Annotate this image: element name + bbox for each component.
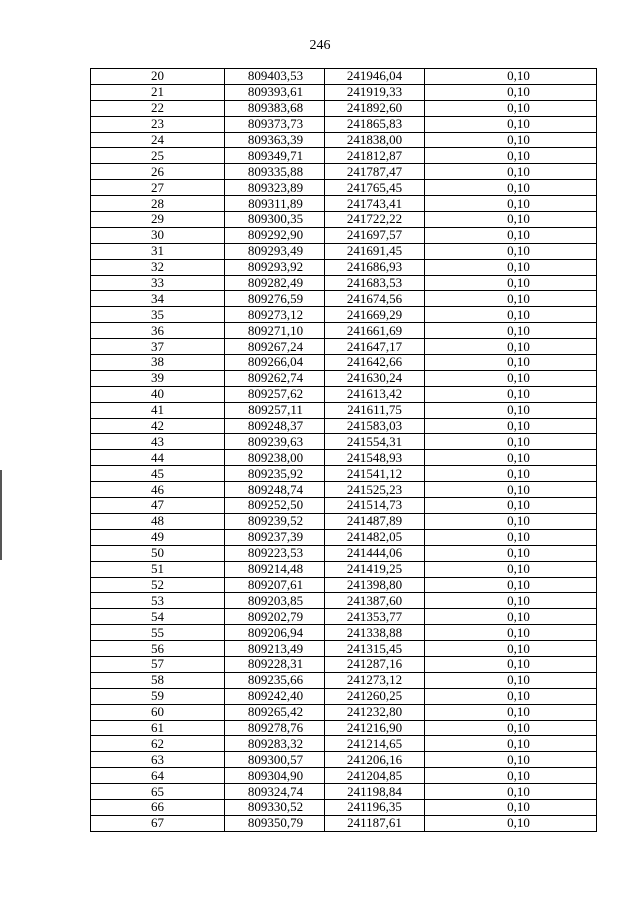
y-coordinate-cell: 241686,93 xyxy=(325,259,425,275)
point-number-cell: 29 xyxy=(91,212,225,228)
y-coordinate-cell: 241554,31 xyxy=(325,434,425,450)
table-row xyxy=(91,402,597,418)
table-row xyxy=(91,386,597,402)
accuracy-cell: 0,10 xyxy=(425,323,597,339)
accuracy-cell: 0,10 xyxy=(425,148,597,164)
y-coordinate-cell: 241691,45 xyxy=(325,243,425,259)
accuracy-cell: 0,10 xyxy=(425,180,597,196)
x-coordinate-cell: 809271,10 xyxy=(225,323,325,339)
point-number-cell: 37 xyxy=(91,339,225,355)
coordinates-table-body xyxy=(91,69,597,832)
point-number-cell: 22 xyxy=(91,100,225,116)
x-coordinate-cell: 809262,74 xyxy=(225,370,325,386)
accuracy-cell: 0,10 xyxy=(425,100,597,116)
x-coordinate-cell: 809267,24 xyxy=(225,339,325,355)
table-row xyxy=(91,243,597,259)
point-number-cell: 27 xyxy=(91,180,225,196)
accuracy-cell: 0,10 xyxy=(425,386,597,402)
table-row xyxy=(91,84,597,100)
y-coordinate-cell: 241630,24 xyxy=(325,370,425,386)
x-coordinate-cell: 809203,85 xyxy=(225,593,325,609)
table-row xyxy=(91,370,597,386)
table-row xyxy=(91,641,597,657)
y-coordinate-cell: 241387,60 xyxy=(325,593,425,609)
x-coordinate-cell: 809282,49 xyxy=(225,275,325,291)
table-row xyxy=(91,323,597,339)
table-row xyxy=(91,227,597,243)
point-number-cell: 54 xyxy=(91,609,225,625)
table-row xyxy=(91,498,597,514)
accuracy-cell: 0,10 xyxy=(425,815,597,831)
table-row xyxy=(91,529,597,545)
y-coordinate-cell: 241198,84 xyxy=(325,784,425,800)
point-number-cell: 28 xyxy=(91,196,225,212)
point-number-cell: 25 xyxy=(91,148,225,164)
point-number-cell: 40 xyxy=(91,386,225,402)
point-number-cell: 23 xyxy=(91,116,225,132)
y-coordinate-cell: 241548,93 xyxy=(325,450,425,466)
y-coordinate-cell: 241204,85 xyxy=(325,768,425,784)
point-number-cell: 55 xyxy=(91,625,225,641)
point-number-cell: 65 xyxy=(91,784,225,800)
x-coordinate-cell: 809235,92 xyxy=(225,466,325,482)
accuracy-cell: 0,10 xyxy=(425,609,597,625)
accuracy-cell: 0,10 xyxy=(425,291,597,307)
table-row xyxy=(91,196,597,212)
accuracy-cell: 0,10 xyxy=(425,720,597,736)
y-coordinate-cell: 241196,35 xyxy=(325,799,425,815)
x-coordinate-cell: 809276,59 xyxy=(225,291,325,307)
x-coordinate-cell: 809213,49 xyxy=(225,641,325,657)
accuracy-cell: 0,10 xyxy=(425,402,597,418)
x-coordinate-cell: 809206,94 xyxy=(225,625,325,641)
y-coordinate-cell: 241946,04 xyxy=(325,69,425,85)
accuracy-cell: 0,10 xyxy=(425,593,597,609)
x-coordinate-cell: 809265,42 xyxy=(225,704,325,720)
y-coordinate-cell: 241661,69 xyxy=(325,323,425,339)
scan-edge-mark xyxy=(0,470,2,560)
table-row xyxy=(91,116,597,132)
table-row xyxy=(91,513,597,529)
point-number-cell: 24 xyxy=(91,132,225,148)
accuracy-cell: 0,10 xyxy=(425,259,597,275)
accuracy-cell: 0,10 xyxy=(425,529,597,545)
point-number-cell: 48 xyxy=(91,513,225,529)
x-coordinate-cell: 809393,61 xyxy=(225,84,325,100)
x-coordinate-cell: 809293,92 xyxy=(225,259,325,275)
table-row xyxy=(91,577,597,593)
table-row xyxy=(91,434,597,450)
y-coordinate-cell: 241647,17 xyxy=(325,339,425,355)
y-coordinate-cell: 241260,25 xyxy=(325,688,425,704)
accuracy-cell: 0,10 xyxy=(425,784,597,800)
table-row xyxy=(91,180,597,196)
y-coordinate-cell: 241206,16 xyxy=(325,752,425,768)
y-coordinate-cell: 241353,77 xyxy=(325,609,425,625)
table-row xyxy=(91,768,597,784)
accuracy-cell: 0,10 xyxy=(425,498,597,514)
table-row xyxy=(91,672,597,688)
y-coordinate-cell: 241525,23 xyxy=(325,482,425,498)
table-row xyxy=(91,593,597,609)
y-coordinate-cell: 241812,87 xyxy=(325,148,425,164)
point-number-cell: 56 xyxy=(91,641,225,657)
x-coordinate-cell: 809239,63 xyxy=(225,434,325,450)
table-row xyxy=(91,291,597,307)
x-coordinate-cell: 809330,52 xyxy=(225,799,325,815)
x-coordinate-cell: 809383,68 xyxy=(225,100,325,116)
table-row xyxy=(91,688,597,704)
x-coordinate-cell: 809403,53 xyxy=(225,69,325,85)
point-number-cell: 49 xyxy=(91,529,225,545)
y-coordinate-cell: 241273,12 xyxy=(325,672,425,688)
table-row xyxy=(91,482,597,498)
accuracy-cell: 0,10 xyxy=(425,227,597,243)
accuracy-cell: 0,10 xyxy=(425,450,597,466)
point-number-cell: 59 xyxy=(91,688,225,704)
x-coordinate-cell: 809300,57 xyxy=(225,752,325,768)
table-row xyxy=(91,450,597,466)
point-number-cell: 61 xyxy=(91,720,225,736)
accuracy-cell: 0,10 xyxy=(425,164,597,180)
y-coordinate-cell: 241642,66 xyxy=(325,355,425,371)
x-coordinate-cell: 809278,76 xyxy=(225,720,325,736)
accuracy-cell: 0,10 xyxy=(425,339,597,355)
x-coordinate-cell: 809273,12 xyxy=(225,307,325,323)
point-number-cell: 26 xyxy=(91,164,225,180)
x-coordinate-cell: 809300,35 xyxy=(225,212,325,228)
accuracy-cell: 0,10 xyxy=(425,799,597,815)
y-coordinate-cell: 241338,88 xyxy=(325,625,425,641)
point-number-cell: 51 xyxy=(91,561,225,577)
y-coordinate-cell: 241683,53 xyxy=(325,275,425,291)
x-coordinate-cell: 809292,90 xyxy=(225,227,325,243)
y-coordinate-cell: 241743,41 xyxy=(325,196,425,212)
accuracy-cell: 0,10 xyxy=(425,434,597,450)
table-row xyxy=(91,259,597,275)
accuracy-cell: 0,10 xyxy=(425,704,597,720)
y-coordinate-cell: 241482,05 xyxy=(325,529,425,545)
point-number-cell: 57 xyxy=(91,656,225,672)
accuracy-cell: 0,10 xyxy=(425,243,597,259)
x-coordinate-cell: 809363,39 xyxy=(225,132,325,148)
accuracy-cell: 0,10 xyxy=(425,212,597,228)
table-row xyxy=(91,609,597,625)
accuracy-cell: 0,10 xyxy=(425,84,597,100)
x-coordinate-cell: 809238,00 xyxy=(225,450,325,466)
accuracy-cell: 0,10 xyxy=(425,132,597,148)
table-row xyxy=(91,307,597,323)
x-coordinate-cell: 809335,88 xyxy=(225,164,325,180)
point-number-cell: 39 xyxy=(91,370,225,386)
x-coordinate-cell: 809242,40 xyxy=(225,688,325,704)
x-coordinate-cell: 809350,79 xyxy=(225,815,325,831)
table-row xyxy=(91,656,597,672)
table-row xyxy=(91,545,597,561)
accuracy-cell: 0,10 xyxy=(425,736,597,752)
y-coordinate-cell: 241315,45 xyxy=(325,641,425,657)
table-row xyxy=(91,799,597,815)
y-coordinate-cell: 241674,56 xyxy=(325,291,425,307)
point-number-cell: 60 xyxy=(91,704,225,720)
x-coordinate-cell: 809202,79 xyxy=(225,609,325,625)
x-coordinate-cell: 809248,74 xyxy=(225,482,325,498)
y-coordinate-cell: 241697,57 xyxy=(325,227,425,243)
point-number-cell: 32 xyxy=(91,259,225,275)
accuracy-cell: 0,10 xyxy=(425,275,597,291)
point-number-cell: 45 xyxy=(91,466,225,482)
table-row xyxy=(91,148,597,164)
y-coordinate-cell: 241765,45 xyxy=(325,180,425,196)
point-number-cell: 41 xyxy=(91,402,225,418)
table-row xyxy=(91,100,597,116)
y-coordinate-cell: 241419,25 xyxy=(325,561,425,577)
point-number-cell: 35 xyxy=(91,307,225,323)
point-number-cell: 42 xyxy=(91,418,225,434)
y-coordinate-cell: 241919,33 xyxy=(325,84,425,100)
y-coordinate-cell: 241838,00 xyxy=(325,132,425,148)
point-number-cell: 63 xyxy=(91,752,225,768)
y-coordinate-cell: 241187,61 xyxy=(325,815,425,831)
accuracy-cell: 0,10 xyxy=(425,116,597,132)
point-number-cell: 34 xyxy=(91,291,225,307)
point-number-cell: 36 xyxy=(91,323,225,339)
point-number-cell: 50 xyxy=(91,545,225,561)
point-number-cell: 66 xyxy=(91,799,225,815)
accuracy-cell: 0,10 xyxy=(425,355,597,371)
accuracy-cell: 0,10 xyxy=(425,466,597,482)
y-coordinate-cell: 241669,29 xyxy=(325,307,425,323)
x-coordinate-cell: 809373,73 xyxy=(225,116,325,132)
accuracy-cell: 0,10 xyxy=(425,656,597,672)
point-number-cell: 67 xyxy=(91,815,225,831)
x-coordinate-cell: 809304,90 xyxy=(225,768,325,784)
y-coordinate-cell: 241514,73 xyxy=(325,498,425,514)
coordinates-table xyxy=(90,68,597,832)
point-number-cell: 46 xyxy=(91,482,225,498)
x-coordinate-cell: 809257,62 xyxy=(225,386,325,402)
point-number-cell: 33 xyxy=(91,275,225,291)
accuracy-cell: 0,10 xyxy=(425,641,597,657)
point-number-cell: 38 xyxy=(91,355,225,371)
table-row xyxy=(91,625,597,641)
table-row xyxy=(91,720,597,736)
x-coordinate-cell: 809235,66 xyxy=(225,672,325,688)
y-coordinate-cell: 241444,06 xyxy=(325,545,425,561)
table-row xyxy=(91,466,597,482)
y-coordinate-cell: 241865,83 xyxy=(325,116,425,132)
x-coordinate-cell: 809266,04 xyxy=(225,355,325,371)
x-coordinate-cell: 809323,89 xyxy=(225,180,325,196)
accuracy-cell: 0,10 xyxy=(425,482,597,498)
y-coordinate-cell: 241216,90 xyxy=(325,720,425,736)
accuracy-cell: 0,10 xyxy=(425,768,597,784)
x-coordinate-cell: 809239,52 xyxy=(225,513,325,529)
table-row xyxy=(91,784,597,800)
point-number-cell: 21 xyxy=(91,84,225,100)
table-row xyxy=(91,132,597,148)
x-coordinate-cell: 809214,48 xyxy=(225,561,325,577)
x-coordinate-cell: 809207,61 xyxy=(225,577,325,593)
y-coordinate-cell: 241232,80 xyxy=(325,704,425,720)
point-number-cell: 44 xyxy=(91,450,225,466)
accuracy-cell: 0,10 xyxy=(425,307,597,323)
point-number-cell: 20 xyxy=(91,69,225,85)
accuracy-cell: 0,10 xyxy=(425,418,597,434)
table-row xyxy=(91,339,597,355)
table-row xyxy=(91,355,597,371)
accuracy-cell: 0,10 xyxy=(425,513,597,529)
accuracy-cell: 0,10 xyxy=(425,196,597,212)
x-coordinate-cell: 809237,39 xyxy=(225,529,325,545)
table-row xyxy=(91,752,597,768)
table-row xyxy=(91,815,597,831)
point-number-cell: 47 xyxy=(91,498,225,514)
accuracy-cell: 0,10 xyxy=(425,577,597,593)
point-number-cell: 43 xyxy=(91,434,225,450)
table-row xyxy=(91,736,597,752)
y-coordinate-cell: 241541,12 xyxy=(325,466,425,482)
accuracy-cell: 0,10 xyxy=(425,69,597,85)
point-number-cell: 30 xyxy=(91,227,225,243)
x-coordinate-cell: 809293,49 xyxy=(225,243,325,259)
x-coordinate-cell: 809228,31 xyxy=(225,656,325,672)
point-number-cell: 53 xyxy=(91,593,225,609)
table-row xyxy=(91,418,597,434)
y-coordinate-cell: 241487,89 xyxy=(325,513,425,529)
y-coordinate-cell: 241787,47 xyxy=(325,164,425,180)
accuracy-cell: 0,10 xyxy=(425,545,597,561)
y-coordinate-cell: 241611,75 xyxy=(325,402,425,418)
page-number: 246 xyxy=(309,38,331,53)
y-coordinate-cell: 241613,42 xyxy=(325,386,425,402)
y-coordinate-cell: 241214,65 xyxy=(325,736,425,752)
y-coordinate-cell: 241892,60 xyxy=(325,100,425,116)
table-row xyxy=(91,164,597,180)
x-coordinate-cell: 809223,53 xyxy=(225,545,325,561)
accuracy-cell: 0,10 xyxy=(425,561,597,577)
y-coordinate-cell: 241583,03 xyxy=(325,418,425,434)
accuracy-cell: 0,10 xyxy=(425,688,597,704)
x-coordinate-cell: 809283,32 xyxy=(225,736,325,752)
table-row xyxy=(91,69,597,85)
accuracy-cell: 0,10 xyxy=(425,370,597,386)
point-number-cell: 52 xyxy=(91,577,225,593)
y-coordinate-cell: 241398,80 xyxy=(325,577,425,593)
point-number-cell: 64 xyxy=(91,768,225,784)
x-coordinate-cell: 809252,50 xyxy=(225,498,325,514)
table-row xyxy=(91,704,597,720)
table-row xyxy=(91,275,597,291)
point-number-cell: 31 xyxy=(91,243,225,259)
y-coordinate-cell: 241722,22 xyxy=(325,212,425,228)
accuracy-cell: 0,10 xyxy=(425,625,597,641)
x-coordinate-cell: 809324,74 xyxy=(225,784,325,800)
point-number-cell: 58 xyxy=(91,672,225,688)
x-coordinate-cell: 809257,11 xyxy=(225,402,325,418)
x-coordinate-cell: 809248,37 xyxy=(225,418,325,434)
table-row xyxy=(91,561,597,577)
x-coordinate-cell: 809311,89 xyxy=(225,196,325,212)
y-coordinate-cell: 241287,16 xyxy=(325,656,425,672)
accuracy-cell: 0,10 xyxy=(425,672,597,688)
accuracy-cell: 0,10 xyxy=(425,752,597,768)
point-number-cell: 62 xyxy=(91,736,225,752)
x-coordinate-cell: 809349,71 xyxy=(225,148,325,164)
table-row xyxy=(91,212,597,228)
